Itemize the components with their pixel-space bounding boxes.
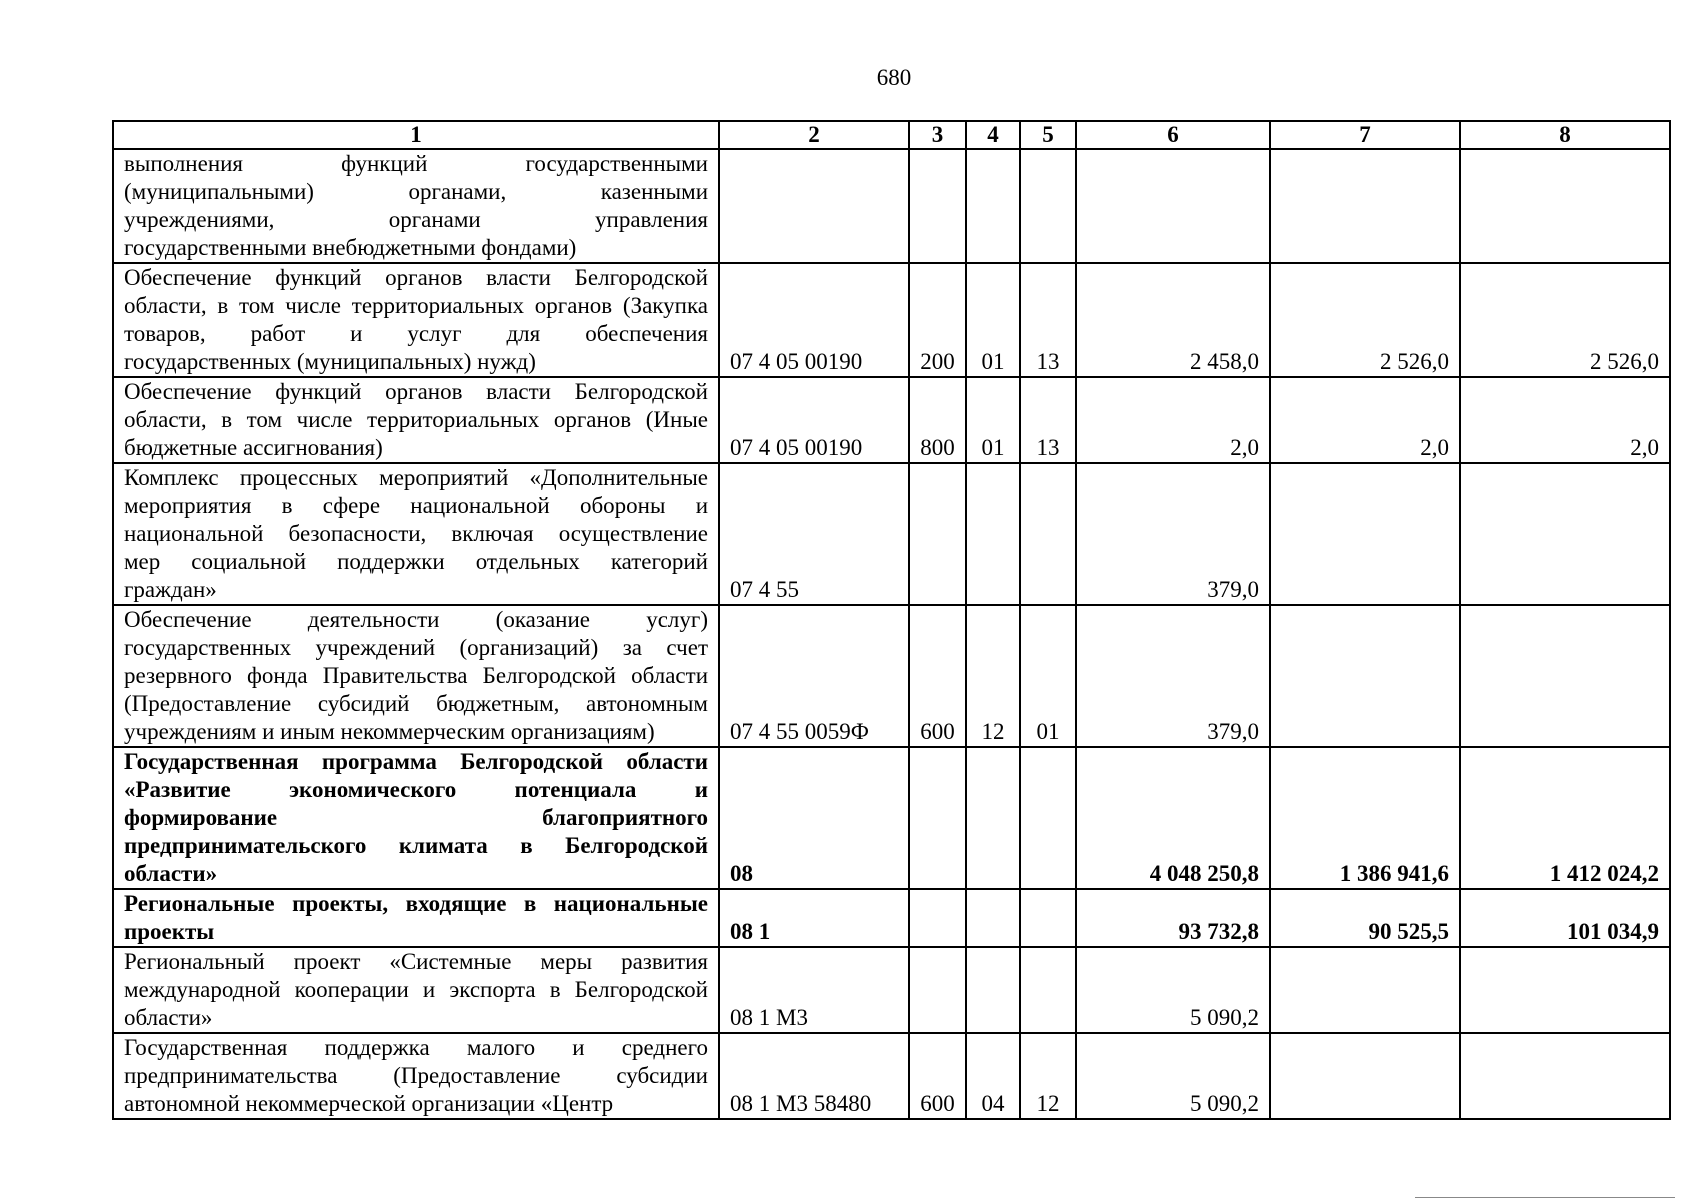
expense-type bbox=[909, 463, 966, 605]
header-col-6: 6 bbox=[1076, 121, 1270, 149]
amount-col-8: 2,0 bbox=[1460, 377, 1670, 463]
table-row bbox=[113, 889, 1670, 947]
description-line: государственными внебюджетными фондами) bbox=[124, 235, 577, 260]
header-col-5: 5 bbox=[1020, 121, 1076, 149]
section: 01 bbox=[966, 263, 1020, 377]
row-description bbox=[113, 605, 719, 747]
classification-code: 08 1 bbox=[719, 889, 909, 947]
amount-col-8 bbox=[1460, 149, 1670, 263]
section bbox=[966, 463, 1020, 605]
page-number: 680 bbox=[876, 65, 912, 90]
description-line: мер социальной поддержки отдельных категорий bbox=[124, 549, 708, 574]
amount-col-8 bbox=[1460, 947, 1670, 1033]
subsection: 01 bbox=[1020, 605, 1076, 747]
classification-code bbox=[719, 149, 909, 263]
description-line: бюджетные ассигнования) bbox=[124, 435, 383, 460]
description-line: «Развитие экономического потенциала и bbox=[124, 777, 708, 802]
row-description bbox=[113, 747, 719, 889]
classification-code: 07 4 55 0059Ф bbox=[719, 605, 909, 747]
amount-col-7: 2 526,0 bbox=[1270, 263, 1460, 377]
section: 01 bbox=[966, 377, 1020, 463]
expense-type bbox=[909, 747, 966, 889]
description-line: области» bbox=[124, 1005, 213, 1030]
amount-col-7: 1 386 941,6 bbox=[1270, 747, 1460, 889]
description-line: выполнения функций государственными bbox=[124, 151, 708, 176]
description-line: национальной безопасности, включая осуществление bbox=[124, 521, 708, 546]
table-row bbox=[113, 263, 1670, 377]
description-line: Обеспечение функций органов власти Белгородской bbox=[124, 379, 708, 404]
description-line: формирование благоприятного bbox=[124, 805, 708, 830]
amount-col-8: 2 526,0 bbox=[1460, 263, 1670, 377]
section bbox=[966, 947, 1020, 1033]
amount-col-7 bbox=[1270, 947, 1460, 1033]
expense-type bbox=[909, 889, 966, 947]
header-col-2: 2 bbox=[719, 121, 909, 149]
subsection bbox=[1020, 889, 1076, 947]
amount-col-7: 2,0 bbox=[1270, 377, 1460, 463]
footer-rule bbox=[1415, 1197, 1675, 1198]
table-row bbox=[113, 149, 1670, 263]
table-row bbox=[113, 463, 1670, 605]
subsection: 12 bbox=[1020, 1033, 1076, 1119]
amount-col-8 bbox=[1460, 1033, 1670, 1119]
amount-col-6: 2,0 bbox=[1076, 377, 1270, 463]
classification-code: 07 4 05 00190 bbox=[719, 377, 909, 463]
description-line: Государственная поддержка малого и среднего bbox=[124, 1035, 708, 1060]
row-description bbox=[113, 377, 719, 463]
expense-type bbox=[909, 149, 966, 263]
section bbox=[966, 889, 1020, 947]
table-header-row bbox=[113, 121, 1670, 149]
description-line: области, в том числе территориальных органов (Иные bbox=[124, 407, 708, 432]
expense-type bbox=[909, 947, 966, 1033]
subsection bbox=[1020, 947, 1076, 1033]
amount-col-6: 93 732,8 bbox=[1076, 889, 1270, 947]
section bbox=[966, 747, 1020, 889]
amount-col-6: 5 090,2 bbox=[1076, 947, 1270, 1033]
header-col-7: 7 bbox=[1270, 121, 1460, 149]
row-description bbox=[113, 947, 719, 1033]
amount-col-6: 4 048 250,8 bbox=[1076, 747, 1270, 889]
amount-col-8: 1 412 024,2 bbox=[1460, 747, 1670, 889]
description-line: Региональный проект «Системные меры развития bbox=[124, 949, 708, 974]
description-line: проекты bbox=[124, 919, 215, 944]
table-row bbox=[113, 377, 1670, 463]
amount-col-7 bbox=[1270, 149, 1460, 263]
amount-col-8 bbox=[1460, 605, 1670, 747]
description-line: резервного фонда Правительства Белгородской области bbox=[124, 663, 708, 688]
amount-col-7 bbox=[1270, 605, 1460, 747]
row-description bbox=[113, 889, 719, 947]
amount-col-6: 5 090,2 bbox=[1076, 1033, 1270, 1119]
expense-type: 200 bbox=[909, 263, 966, 377]
description-line: товаров, работ и услуг для обеспечения bbox=[124, 321, 708, 346]
amount-col-8: 101 034,9 bbox=[1460, 889, 1670, 947]
description-line: (Предоставление субсидий бюджетным, автономным bbox=[124, 691, 708, 716]
table-row bbox=[113, 1033, 1670, 1119]
row-description bbox=[113, 149, 719, 263]
classification-code: 08 1 М3 58480 bbox=[719, 1033, 909, 1119]
amount-col-6: 379,0 bbox=[1076, 605, 1270, 747]
expense-type: 600 bbox=[909, 605, 966, 747]
subsection bbox=[1020, 149, 1076, 263]
amount-col-7 bbox=[1270, 463, 1460, 605]
description-line: предпринимательского климата в Белгородской bbox=[124, 833, 708, 858]
classification-code: 08 bbox=[719, 747, 909, 889]
classification-code: 08 1 М3 bbox=[719, 947, 909, 1033]
amount-col-8 bbox=[1460, 463, 1670, 605]
description-line: Региональные проекты, входящие в национальные bbox=[124, 891, 708, 916]
amount-col-6 bbox=[1076, 149, 1270, 263]
section: 04 bbox=[966, 1033, 1020, 1119]
description-line: области, в том числе территориальных органов (Закупка bbox=[124, 293, 708, 318]
amount-col-7: 90 525,5 bbox=[1270, 889, 1460, 947]
description-line: учреждениям и иным некоммерческим организациям) bbox=[124, 719, 655, 744]
description-line: области» bbox=[124, 861, 218, 886]
description-line: (муниципальными) органами, казенными bbox=[124, 179, 708, 204]
description-line: Обеспечение деятельности (оказание услуг) bbox=[124, 607, 708, 632]
row-description bbox=[113, 263, 719, 377]
description-line: мероприятия в сфере национальной обороны и bbox=[124, 493, 708, 518]
description-line: предпринимательства (Предоставление субсидии bbox=[124, 1063, 708, 1088]
classification-code: 07 4 05 00190 bbox=[719, 263, 909, 377]
description-line: Комплекс процессных мероприятий «Дополнительные bbox=[124, 465, 708, 490]
header-col-1: 1 bbox=[113, 121, 719, 149]
section bbox=[966, 149, 1020, 263]
classification-code: 07 4 55 bbox=[719, 463, 909, 605]
table-row bbox=[113, 605, 1670, 747]
description-line: государственных (муниципальных) нужд) bbox=[124, 349, 536, 374]
expense-type: 600 bbox=[909, 1033, 966, 1119]
table-row bbox=[113, 947, 1670, 1033]
description-line: автономной некоммерческой организации «Центр bbox=[124, 1091, 614, 1116]
amount-col-6: 2 458,0 bbox=[1076, 263, 1270, 377]
description-line: международной кооперации и экспорта в Белгородской bbox=[124, 977, 708, 1002]
expense-type: 800 bbox=[909, 377, 966, 463]
subsection bbox=[1020, 463, 1076, 605]
table-row bbox=[113, 747, 1670, 889]
amount-col-6: 379,0 bbox=[1076, 463, 1270, 605]
budget-table bbox=[112, 120, 1671, 1120]
subsection: 13 bbox=[1020, 377, 1076, 463]
description-line: граждан» bbox=[124, 577, 217, 602]
description-line: Государственная программа Белгородской области bbox=[124, 749, 708, 774]
section: 12 bbox=[966, 605, 1020, 747]
amount-col-7 bbox=[1270, 1033, 1460, 1119]
description-line: государственных учреждений (организаций) за счет bbox=[124, 635, 708, 660]
header-col-4: 4 bbox=[966, 121, 1020, 149]
row-description bbox=[113, 1033, 719, 1119]
header-col-3: 3 bbox=[909, 121, 966, 149]
description-line: Обеспечение функций органов власти Белгородской bbox=[124, 265, 708, 290]
header-col-8: 8 bbox=[1460, 121, 1670, 149]
description-line: учреждениями, органами управления bbox=[124, 207, 708, 232]
row-description bbox=[113, 463, 719, 605]
subsection: 13 bbox=[1020, 263, 1076, 377]
subsection bbox=[1020, 747, 1076, 889]
